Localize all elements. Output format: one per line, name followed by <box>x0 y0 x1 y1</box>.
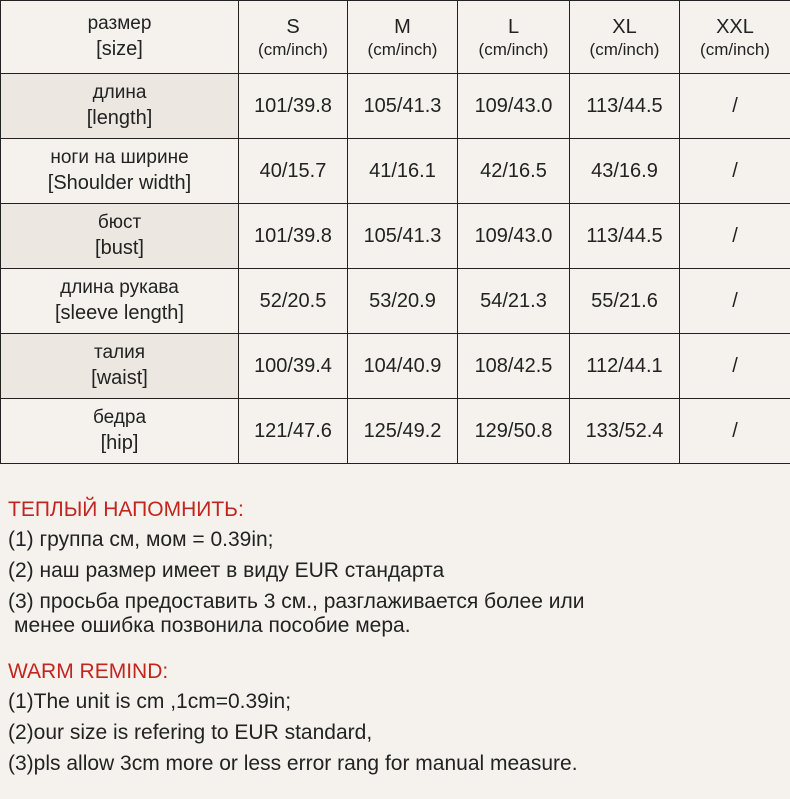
size-name: M <box>394 15 411 38</box>
notes-ru-item-2: (2) наш размер имеет в виду EUR стандарта <box>8 559 445 582</box>
table-cell: / <box>680 399 790 464</box>
table-header-row <box>1 1 790 74</box>
table-cell: 54/21.3 <box>458 269 570 334</box>
notes-ru-heading: ТЕПЛЫЙ НАПОМНИТЬ: <box>8 498 244 521</box>
table-cell: 108/42.5 <box>458 334 570 399</box>
table-cell: / <box>680 204 790 269</box>
notes-ru-item-1: (1) группа см, мом = 0.39in; <box>8 528 274 551</box>
table-cell: 112/44.1 <box>570 334 680 399</box>
row-label-ru: длина <box>92 81 147 103</box>
row-label <box>1 139 239 204</box>
table-cell: 121/47.6 <box>239 399 348 464</box>
notes-en-heading: WARM REMIND: <box>8 660 169 683</box>
table-cell: 104/40.9 <box>348 334 458 399</box>
table-cell: 109/43.0 <box>458 204 570 269</box>
table-cell: 100/39.4 <box>239 334 348 399</box>
notes-ru-item-3-line-1: (3) просьба предоставить 3 см., разглаживается более или <box>8 590 585 613</box>
header-size-xl <box>570 1 680 74</box>
table-cell: 42/16.5 <box>458 139 570 204</box>
notes-en-item-1: (1)The unit is cm ,1cm=0.39in; <box>8 690 292 713</box>
header-label-ru: размер <box>87 12 152 34</box>
table-row-hip <box>1 399 790 464</box>
size-name: S <box>286 15 300 38</box>
row-label-en: [sleeve length] <box>55 302 184 325</box>
row-label <box>1 334 239 399</box>
size-name: XXL <box>716 15 754 38</box>
size-unit: (cm/inch) <box>589 39 660 59</box>
row-label-en: [bust] <box>95 237 144 260</box>
table-cell: 105/41.3 <box>348 204 458 269</box>
row-label-ru: талия <box>93 341 146 363</box>
header-size-m <box>348 1 458 74</box>
table-cell: / <box>680 74 790 139</box>
notes-ru-item-3 <box>8 590 783 638</box>
table-cell: 53/20.9 <box>348 269 458 334</box>
row-label <box>1 269 239 334</box>
notes-en-item-3: (3)pls allow 3cm more or less error rang for manual measure. <box>8 752 578 775</box>
notes-section <box>8 496 783 775</box>
size-name: L <box>507 15 520 38</box>
table-cell: 43/16.9 <box>570 139 680 204</box>
size-unit: (cm/inch) <box>478 39 549 59</box>
table-cell: 105/41.3 <box>348 74 458 139</box>
table-cell: 52/20.5 <box>239 269 348 334</box>
table-cell: / <box>680 269 790 334</box>
table-cell: 55/21.6 <box>570 269 680 334</box>
row-label-en: [length] <box>86 107 153 130</box>
size-unit: (cm/inch) <box>367 39 438 59</box>
notes-ru <box>8 496 783 638</box>
table-cell: / <box>680 139 790 204</box>
table-cell: 113/44.5 <box>570 74 680 139</box>
table-row-length <box>1 74 790 139</box>
size-name: XL <box>612 15 637 38</box>
table-row-bust <box>1 204 790 269</box>
table-cell: 109/43.0 <box>458 74 570 139</box>
row-label-en: [hip] <box>100 432 139 455</box>
notes-en <box>8 658 783 779</box>
header-size-s <box>239 1 348 74</box>
table-cell: 41/16.1 <box>348 139 458 204</box>
row-label <box>1 74 239 139</box>
table-cell: 101/39.8 <box>239 204 348 269</box>
row-label-en: [Shoulder width] <box>47 172 192 195</box>
header-label-en: [size] <box>96 38 143 61</box>
table-cell: 101/39.8 <box>239 74 348 139</box>
row-label-en: [waist] <box>91 367 148 390</box>
size-unit: (cm/inch) <box>700 39 770 59</box>
row-label <box>1 399 239 464</box>
table-cell: 40/15.7 <box>239 139 348 204</box>
row-label-ru: ноги на ширине <box>50 146 189 168</box>
row-label-ru: бедра <box>92 406 147 428</box>
table-cell: 113/44.5 <box>570 204 680 269</box>
table-row-sleeve <box>1 269 790 334</box>
row-label-ru: бюст <box>97 211 142 233</box>
table-row-waist <box>1 334 790 399</box>
header-size-xxl <box>680 1 790 74</box>
header-label-cell <box>1 1 239 74</box>
notes-en-item-2: (2)our size is refering to EUR standard, <box>8 721 373 744</box>
table-cell: 129/50.8 <box>458 399 570 464</box>
header-size-l <box>458 1 570 74</box>
table-cell: / <box>680 334 790 399</box>
row-label <box>1 204 239 269</box>
size-unit: (cm/inch) <box>258 39 328 59</box>
table-cell: 125/49.2 <box>348 399 458 464</box>
row-label-ru: длина рукава <box>60 276 179 298</box>
table-cell: 133/52.4 <box>570 399 680 464</box>
table-row-shoulder <box>1 139 790 204</box>
notes-ru-item-3-line-2: менее ошибка позвонила пособие мера. <box>14 614 411 637</box>
